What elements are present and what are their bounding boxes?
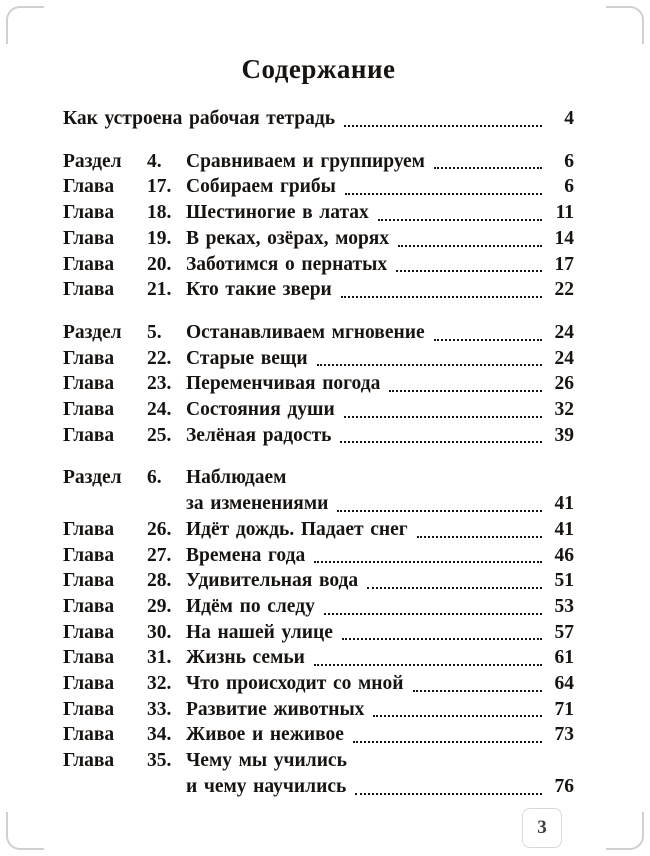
corner-mark-top-left — [6, 6, 44, 44]
entry-number: 6. — [147, 467, 162, 489]
dot-leader — [434, 167, 542, 169]
toc-entry — [63, 252, 574, 278]
entry-number: 5. — [147, 321, 162, 343]
entry-label: Глава — [63, 399, 115, 421]
page-title: Содержание — [241, 54, 396, 84]
entry-number: 29. — [147, 595, 172, 617]
dot-leader — [353, 741, 542, 743]
entry-label: Глава — [63, 518, 115, 540]
entry-label: Глава — [63, 647, 115, 669]
entry-page: 76 — [554, 775, 574, 797]
entry-title: Что происходит со мной — [186, 673, 404, 695]
entry-title: Удивительная вода — [186, 570, 359, 592]
entry-label: Глава — [63, 373, 115, 395]
dot-leader — [396, 270, 542, 272]
dot-leader — [345, 193, 542, 195]
entry-number: 26. — [147, 518, 172, 540]
dot-leader — [398, 245, 542, 247]
entry-number: 17. — [147, 176, 172, 198]
entry-number: 24. — [147, 399, 172, 421]
entry-page: 22 — [554, 279, 574, 301]
toc-section-heading — [63, 465, 574, 516]
dot-leader — [389, 390, 542, 392]
toc-entry — [63, 722, 574, 748]
entry-number: 35. — [147, 750, 172, 772]
entry-title: Наблюдаем — [186, 467, 287, 489]
entry-page: 39 — [554, 424, 574, 446]
corner-mark-top-right — [606, 6, 644, 44]
entry-title: Останавливаем мгновение — [186, 321, 425, 343]
entry-title: Жизнь семьи — [186, 647, 305, 669]
toc-section-heading — [63, 149, 574, 175]
dot-leader — [324, 613, 542, 615]
entry-label: Глава — [63, 570, 115, 592]
entry-label: Глава — [63, 724, 115, 746]
dot-leader — [314, 561, 542, 563]
toc-entry — [63, 371, 574, 397]
toc-entry — [63, 594, 574, 620]
corner-mark-bottom-left — [6, 812, 44, 850]
dot-leader — [373, 715, 542, 717]
toc-entry — [63, 748, 574, 799]
toc-entry — [63, 543, 574, 569]
entry-title: Переменчивая погода — [186, 373, 381, 395]
entry-title-continued: и чему научились — [186, 775, 347, 797]
toc-entry — [63, 671, 574, 697]
entry-number: 28. — [147, 570, 172, 592]
entry-title: Состояния души — [186, 399, 335, 421]
toc-entry — [63, 423, 574, 449]
entry-page: 17 — [554, 253, 574, 275]
entry-label: Глава — [63, 176, 115, 198]
dot-leader — [314, 664, 542, 666]
entry-title: Идёт дождь. Падает снег — [186, 518, 408, 540]
entry-title: Как устроена рабочая тетрадь — [63, 108, 336, 129]
dot-leader — [344, 125, 542, 127]
page-number: 3 — [537, 817, 547, 838]
toc-entry — [63, 277, 574, 303]
entry-number: 31. — [147, 647, 172, 669]
entry-title: На нашей улице — [186, 621, 333, 643]
entry-label: Глава — [63, 698, 115, 720]
page-number-box — [522, 808, 562, 848]
entry-number: 4. — [147, 150, 162, 172]
entry-title: Заботимся о пернатых — [186, 253, 388, 275]
dot-leader — [434, 339, 542, 341]
toc-entry — [63, 697, 574, 723]
dot-leader — [342, 638, 542, 640]
toc-entry — [63, 226, 574, 252]
entry-number: 25. — [147, 424, 172, 446]
entry-label: Глава — [63, 202, 115, 224]
entry-number: 30. — [147, 621, 172, 643]
entry-title: Шестиногие в латах — [186, 202, 369, 224]
entry-label: Раздел — [63, 150, 122, 172]
entry-title: В реках, озёрах, морях — [186, 227, 390, 249]
entry-page: 11 — [555, 202, 574, 224]
entry-label: Глава — [63, 750, 115, 772]
dot-leader — [367, 587, 542, 589]
entry-title: Живое и неживое — [186, 724, 344, 746]
entry-page: 4 — [564, 108, 574, 129]
entry-title-continued: за изменениями — [186, 493, 329, 515]
entry-label: Раздел — [63, 467, 122, 489]
toc-entry — [63, 517, 574, 543]
entry-number: 18. — [147, 202, 172, 224]
entry-page: 46 — [554, 544, 574, 566]
entry-page: 24 — [554, 347, 574, 369]
entry-number: 20. — [147, 253, 172, 275]
entry-number: 32. — [147, 673, 172, 695]
toc-entry — [63, 620, 574, 646]
entry-number: 33. — [147, 698, 172, 720]
dot-leader — [317, 364, 542, 366]
dot-leader — [378, 219, 542, 221]
entry-page: 64 — [554, 673, 574, 695]
entry-label: Глава — [63, 253, 115, 275]
entry-label: Глава — [63, 544, 115, 566]
entry-page: 26 — [554, 373, 574, 395]
entry-title: Старые вещи — [186, 347, 308, 369]
entry-title: Чему мы учились — [186, 750, 347, 772]
entry-page: 32 — [554, 399, 574, 421]
entry-label: Глава — [63, 673, 115, 695]
entry-title: Кто такие звери — [186, 279, 332, 301]
toc-entry — [63, 397, 574, 423]
toc-entry — [63, 346, 574, 372]
entry-page: 6 — [564, 176, 574, 198]
toc-section-heading — [63, 320, 574, 346]
entry-number: 34. — [147, 724, 172, 746]
dot-leader — [417, 536, 542, 538]
toc-entry — [63, 174, 574, 200]
dot-leader — [344, 416, 542, 418]
entry-title: Развитие животных — [186, 698, 365, 720]
dot-leader — [413, 690, 542, 692]
entry-page: 51 — [554, 570, 574, 592]
toc-entry — [63, 568, 574, 594]
toc-entry — [63, 200, 574, 226]
corner-mark-bottom-right — [606, 812, 644, 850]
entry-title: Собираем грибы — [186, 176, 336, 198]
toc-list — [63, 106, 574, 800]
entry-label: Глава — [63, 424, 115, 446]
entry-page: 53 — [554, 595, 574, 617]
entry-label: Глава — [63, 595, 115, 617]
entry-number: 27. — [147, 544, 172, 566]
entry-page: 41 — [554, 518, 574, 540]
entry-label: Глава — [63, 279, 115, 301]
entry-number: 23. — [147, 373, 172, 395]
entry-page: 14 — [554, 227, 574, 249]
entry-number: 22. — [147, 347, 172, 369]
entry-title: Сравниваем и группируем — [186, 150, 425, 172]
dot-leader — [340, 441, 542, 443]
toc-entry — [63, 645, 574, 671]
dot-leader — [341, 296, 542, 298]
entry-label: Раздел — [63, 321, 122, 343]
entry-number: 21. — [147, 279, 172, 301]
entry-page: 41 — [554, 493, 574, 515]
entry-title: Времена года — [186, 544, 306, 566]
entry-label: Глава — [63, 347, 115, 369]
dot-leader — [337, 510, 542, 512]
entry-label: Глава — [63, 621, 115, 643]
entry-page: 73 — [554, 724, 574, 746]
entry-page: 57 — [554, 621, 574, 643]
entry-label: Глава — [63, 227, 115, 249]
toc-page — [63, 0, 574, 800]
entry-page: 6 — [564, 150, 574, 172]
dot-leader — [355, 793, 542, 795]
entry-page: 24 — [554, 321, 574, 343]
entry-page: 61 — [554, 647, 574, 669]
entry-page: 71 — [554, 698, 574, 720]
entry-title: Зелёная радость — [186, 424, 332, 446]
entry-number: 19. — [147, 227, 172, 249]
toc-entry — [63, 106, 574, 132]
entry-title: Идём по следу — [186, 595, 315, 617]
